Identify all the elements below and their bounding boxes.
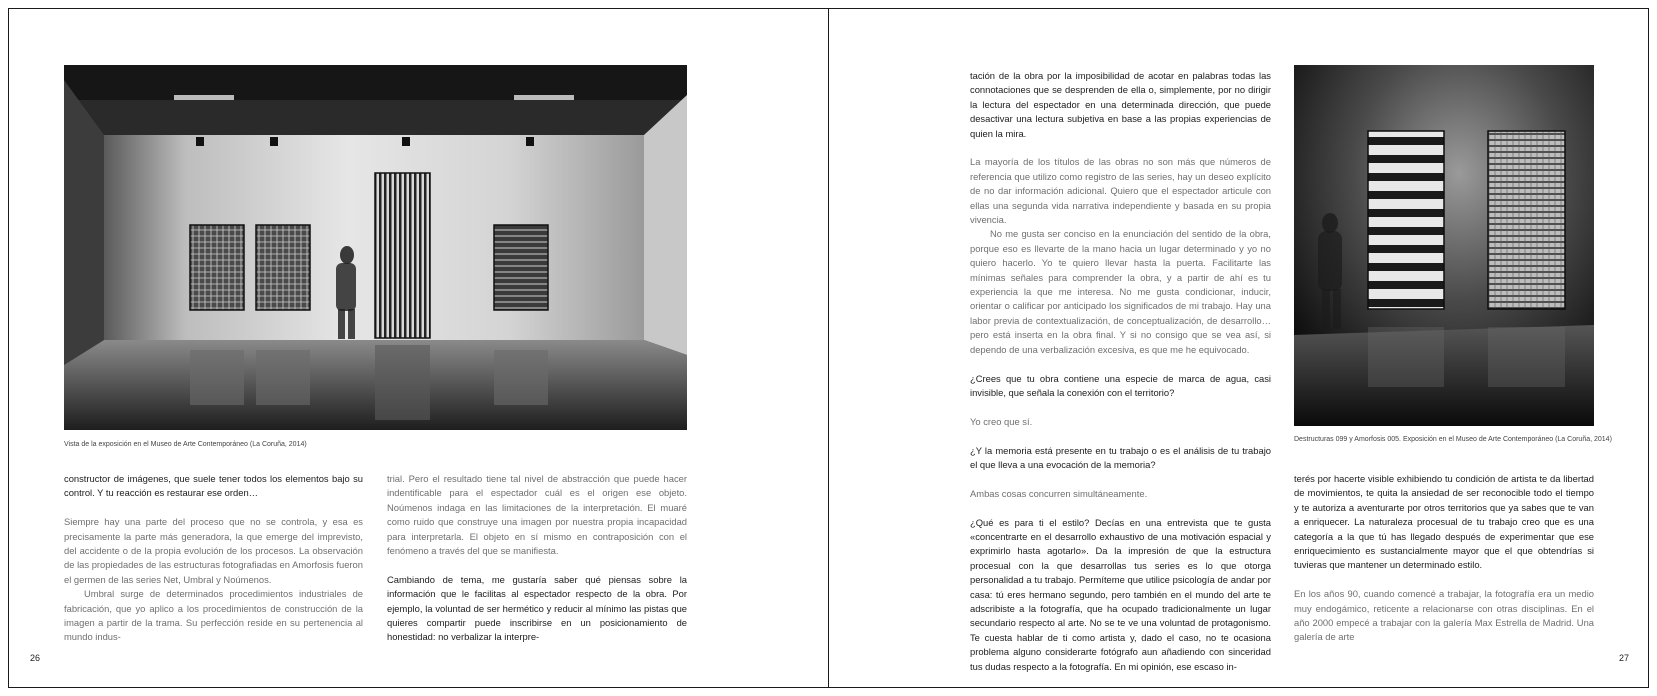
photo-caption-right: Destructuras 099 y Amorfosis 005. Exposición en el Museo de Arte Contemporáneo (La Coruña, 2014) <box>1294 436 1612 443</box>
left-column-2 <box>387 472 687 645</box>
paragraph: La mayoría de los títulos de las obras no son más que números de referencia que utilizo como registro de las series, hay un deseo explícito de no dar información adicional. Quiero que el espectador articule con ellas una segunda vida narrativa independiente y basada en su propia vivencia. <box>970 156 1271 226</box>
paragraph: terés por hacerte visible exhibiendo tu condición de artista te da libertad de movimientos, te quita la ansiedad de ser reconocible todo el tiempo y te autoriza a aventurarte por otros territorios que ya sabes que te van a enriquecer. La naturaleza procesual de tu trabajo creo que es una categoría a la que tú has llegado después de experimentar que ese enriquecimiento es sustancialmente mayor que el que obtendrías si tuvieras que mantener un determinado estilo. <box>1294 473 1594 571</box>
paragraph: No me gusta ser conciso en la enunciación del sentido de la obra, porque eso es llevarte de la mano hacia un lugar determinado y yo no quiero hacerlo. Yo te quiero llevar hasta la puerta. Facilitarte las mínimas señales para comprender la obra, y a partir de ahí es tu experiencia la que me interesa. No me gusta condicionar, inducir, orientar o calificar por anticipado los significados de mi trabajo. Hay una labor previa de contextualización, de conceptualización, de desarrollo… pero está inserta en la obra final. Y si no consigo que se vea así, si dependo de una verbalización excesiva, es que me he equivocado. <box>970 228 1271 355</box>
paragraph: Umbral surge de determinados procedimientos industriales de fabricación, que yo aplico a los procedimientos de construcción de la imagen a partir de la trama. Su perfección reside en su pertenencia al mundo indus- <box>64 588 363 643</box>
left-column-1 <box>64 472 363 645</box>
page-number-left: 26 <box>30 653 41 663</box>
paragraph: Siempre hay una parte del proceso que no se controla, y esa es precisamente la parte más generadora, la que emerge del imprevisto, del accidente o de la propia evolución de los procesos. La observación de las propiedades de las estructuras fotografiadas en Amorfosis fueron el germen de las series Net, Umbral y Noúmenos. <box>64 516 363 585</box>
paragraph: Yo creo que sí. <box>970 415 1033 427</box>
gallery-photo-left <box>64 65 687 430</box>
book-spine <box>828 8 829 688</box>
paragraph: ¿Y la memoria está presente en tu trabajo o es el análisis de tu trabajo el que lleva a una evocación de la memoria? <box>970 444 1271 470</box>
gallery-exhibition-image <box>64 65 687 430</box>
paragraph: tación de la obra por la imposibilidad de acotar en palabras todas las connotaciones que se desprenden de ella o, simplemente, por no dirigir la lectura del espectador en una determinada dirección, que puede desactivar una lectura subjetiva en base a las propias experiencias de quien la mira. <box>970 70 1271 139</box>
paragraph: En los años 90, cuando comencé a trabajar, la fotografía era un medio muy endogámico, reticente a relacionarse con otras disciplinas. En el año 2000 empecé a trabajar con la galería Max Estrella de Madrid. Una galería de arte <box>1294 588 1594 643</box>
artworks-exhibition-image <box>1294 65 1594 426</box>
paragraph: trial. Pero el resultado tiene tal nivel de abstracción que puede hacer indentificable para el espectador cuál es el origen ese objeto. Noúmenos indaga en las limitaciones de la interpretación. El muaré como ruido que construye una imagen por nuestra propia incapacidad para interpretarla. El objeto en sí mismo en contraposición con el fenómeno a través del que se manifiesta. <box>387 473 687 557</box>
gallery-photo-right <box>1294 65 1594 426</box>
right-column-2 <box>1294 472 1594 645</box>
paragraph: Cambiando de tema, me gustaría saber qué piensas sobre la información que le facilitas al espectador respecto de la obra. Por ejemplo, la voluntad de ser hermético y reducir al mínimo las pistas que quieres compartir puede inscribirse en un posicionamiento de honestidad: no verbalizar la interpre- <box>387 573 687 643</box>
page-number-right: 27 <box>1619 653 1630 663</box>
right-column-1 <box>970 69 1271 674</box>
paragraph: Ambas cosas concurren simultáneamente. <box>970 487 1148 499</box>
photo-caption-left: Vista de la exposición en el Museo de Arte Contemporáneo (La Coruña, 2014) <box>64 441 307 448</box>
paragraph: ¿Qué es para ti el estilo? Decías en una entrevista que te gusta «concentrarte en el desarrollo exhaustivo de una motivación espacial y exprimirlo hasta agotarlo». Da la impresión de que la estructura procesual con la que desarrollas tus series es lo que otorga personalidad a tu trabajo. Permíteme que utilice psicología de andar por casa: tú eres hermano segundo, pero también en el mundo del arte te adscribiste a la fotografía, que ha ocupado tradicionalmente un lugar secundario respecto al arte. No se te ve una voluntad de protagonismo. Te cuesta hablar de ti como artista y, dado el caso, no te ocasiona problema alguno considerarte fotógrafo aun añadiendo con sinceridad tus dudas respecto a la fotografía. En mi opinión, ese escaso in- <box>970 516 1271 672</box>
paragraph: constructor de imágenes, que suele tener todos los elementos bajo su control. Y tu reacción es restaurar ese orden… <box>64 473 363 499</box>
paragraph: ¿Crees que tu obra contiene una especie de marca de agua, casi invisible, que señala la conexión con el territorio? <box>970 372 1271 398</box>
